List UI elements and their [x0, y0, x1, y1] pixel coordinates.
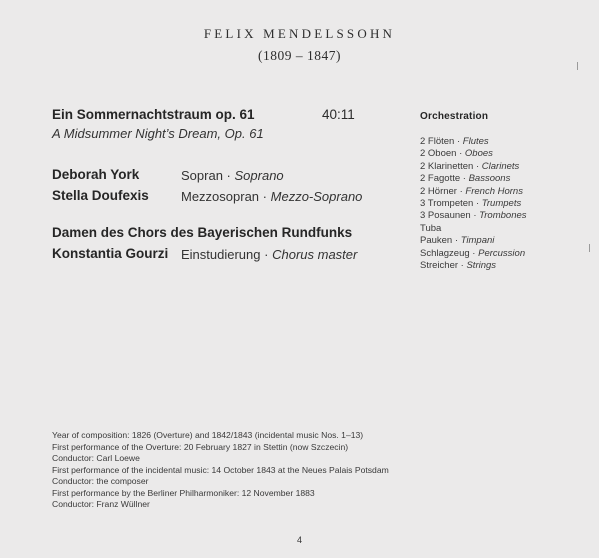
- role-de: Sopran: [181, 168, 223, 183]
- performer-name: Stella Doufexis: [52, 188, 149, 203]
- separator: ·: [454, 235, 459, 247]
- instrument-de: 2 Hörner: [420, 185, 457, 197]
- role-en: Mezzo-Soprano: [270, 189, 363, 204]
- separator: ·: [460, 259, 464, 271]
- orchestration-list: [420, 136, 527, 272]
- instrument-de: 3 Trompeten: [420, 197, 474, 209]
- instrument-de: 2 Klarinetten: [420, 160, 474, 172]
- note-line: First performance of the Overture: 20 February 1827 in Stettin (now Szczecin): [52, 441, 349, 452]
- note-line: Year of composition: 1826 (Overture) and 1842/1843 (incidental music Nos. 1–13): [52, 430, 364, 440]
- choir-name: Damen des Chors des Bayerischen Rundfunks: [52, 225, 353, 240]
- orchestration-item: [420, 235, 527, 247]
- separator: ·: [462, 173, 466, 185]
- instrument-en: French Horns: [465, 185, 523, 197]
- performer-name: Konstantia Gourzi: [52, 246, 169, 261]
- performance-notes: [52, 430, 389, 511]
- note-line: First performance of the incidental music: 14 October 1843 at the Neues Palais Potsdam: [52, 464, 389, 475]
- note-line: Conductor: Franz Wüllner: [52, 499, 150, 509]
- separator: ·: [459, 148, 463, 160]
- instrument-en: Trombones: [479, 210, 527, 222]
- instrument-en: Oboes: [464, 148, 493, 160]
- instrument-en: Flutes: [462, 136, 489, 147]
- instrument-de: Pauken: [420, 235, 453, 247]
- work-duration: 40:11: [322, 107, 355, 122]
- performer-name: Deborah York: [52, 167, 140, 182]
- separator: ·: [473, 210, 477, 222]
- work-title: Ein Sommernachtstraum op. 61: [52, 107, 255, 122]
- separator: ·: [459, 185, 463, 197]
- note-line: Conductor: the composer: [52, 476, 149, 486]
- orchestration-item: [420, 173, 527, 185]
- composer-years: (1809 – 1847): [258, 48, 341, 63]
- role-separator: ·: [226, 168, 231, 183]
- orchestration-item: [420, 198, 527, 210]
- instrument-de: 3 Posaunen: [420, 210, 471, 222]
- performer-role: [181, 247, 357, 262]
- page-number: 4: [296, 535, 302, 545]
- instrument-de: 2 Oboen: [420, 148, 457, 160]
- orchestration-item: [420, 210, 527, 222]
- separator: ·: [472, 247, 476, 259]
- scan-mark: [589, 244, 590, 252]
- note-line: First performance by the Berliner Philharmoniker: 12 November 1883: [52, 487, 315, 498]
- orchestration-item: [420, 148, 527, 160]
- orchestration-heading: Orchestration: [420, 111, 489, 122]
- scan-mark: [577, 62, 578, 70]
- instrument-en: Clarinets: [481, 160, 520, 172]
- note-line: Conductor: Carl Loewe: [52, 453, 140, 463]
- instrument-de: Streicher: [420, 259, 459, 271]
- instrument-de: 2 Fagotte: [420, 173, 461, 185]
- role-de: Einstudierung: [181, 247, 261, 262]
- orchestration-item: [420, 186, 527, 198]
- orchestration-item: [420, 223, 527, 235]
- role-separator: ·: [264, 247, 269, 262]
- orchestration-item: [420, 260, 527, 272]
- instrument-en: Percussion: [478, 247, 526, 259]
- instrument-en: Bassoons: [468, 173, 511, 185]
- separator: ·: [456, 136, 461, 147]
- orchestration-item: [420, 161, 527, 173]
- composer-name: FELIX MENDELSSOHN: [203, 26, 396, 41]
- separator: ·: [475, 160, 480, 172]
- performer-role: [181, 189, 362, 204]
- instrument-de: Tuba: [420, 222, 442, 234]
- role-en: Chorus master: [272, 247, 358, 262]
- orchestration-item: [420, 248, 527, 260]
- instrument-de: Schlagzeug: [420, 247, 470, 259]
- separator: ·: [475, 197, 480, 209]
- instrument-en: Trumpets: [481, 197, 522, 209]
- role-en: Soprano: [234, 168, 284, 183]
- instrument-en: Strings: [466, 259, 497, 271]
- instrument-en: Timpani: [460, 235, 495, 247]
- instrument-de: 2 Flöten: [420, 136, 455, 147]
- work-subtitle: A Midsummer Night’s Dream, Op. 61: [52, 126, 264, 141]
- role-de: Mezzosopran: [181, 189, 260, 204]
- orchestration-item: [420, 136, 527, 148]
- performer-role: [181, 168, 284, 183]
- role-separator: ·: [262, 189, 268, 204]
